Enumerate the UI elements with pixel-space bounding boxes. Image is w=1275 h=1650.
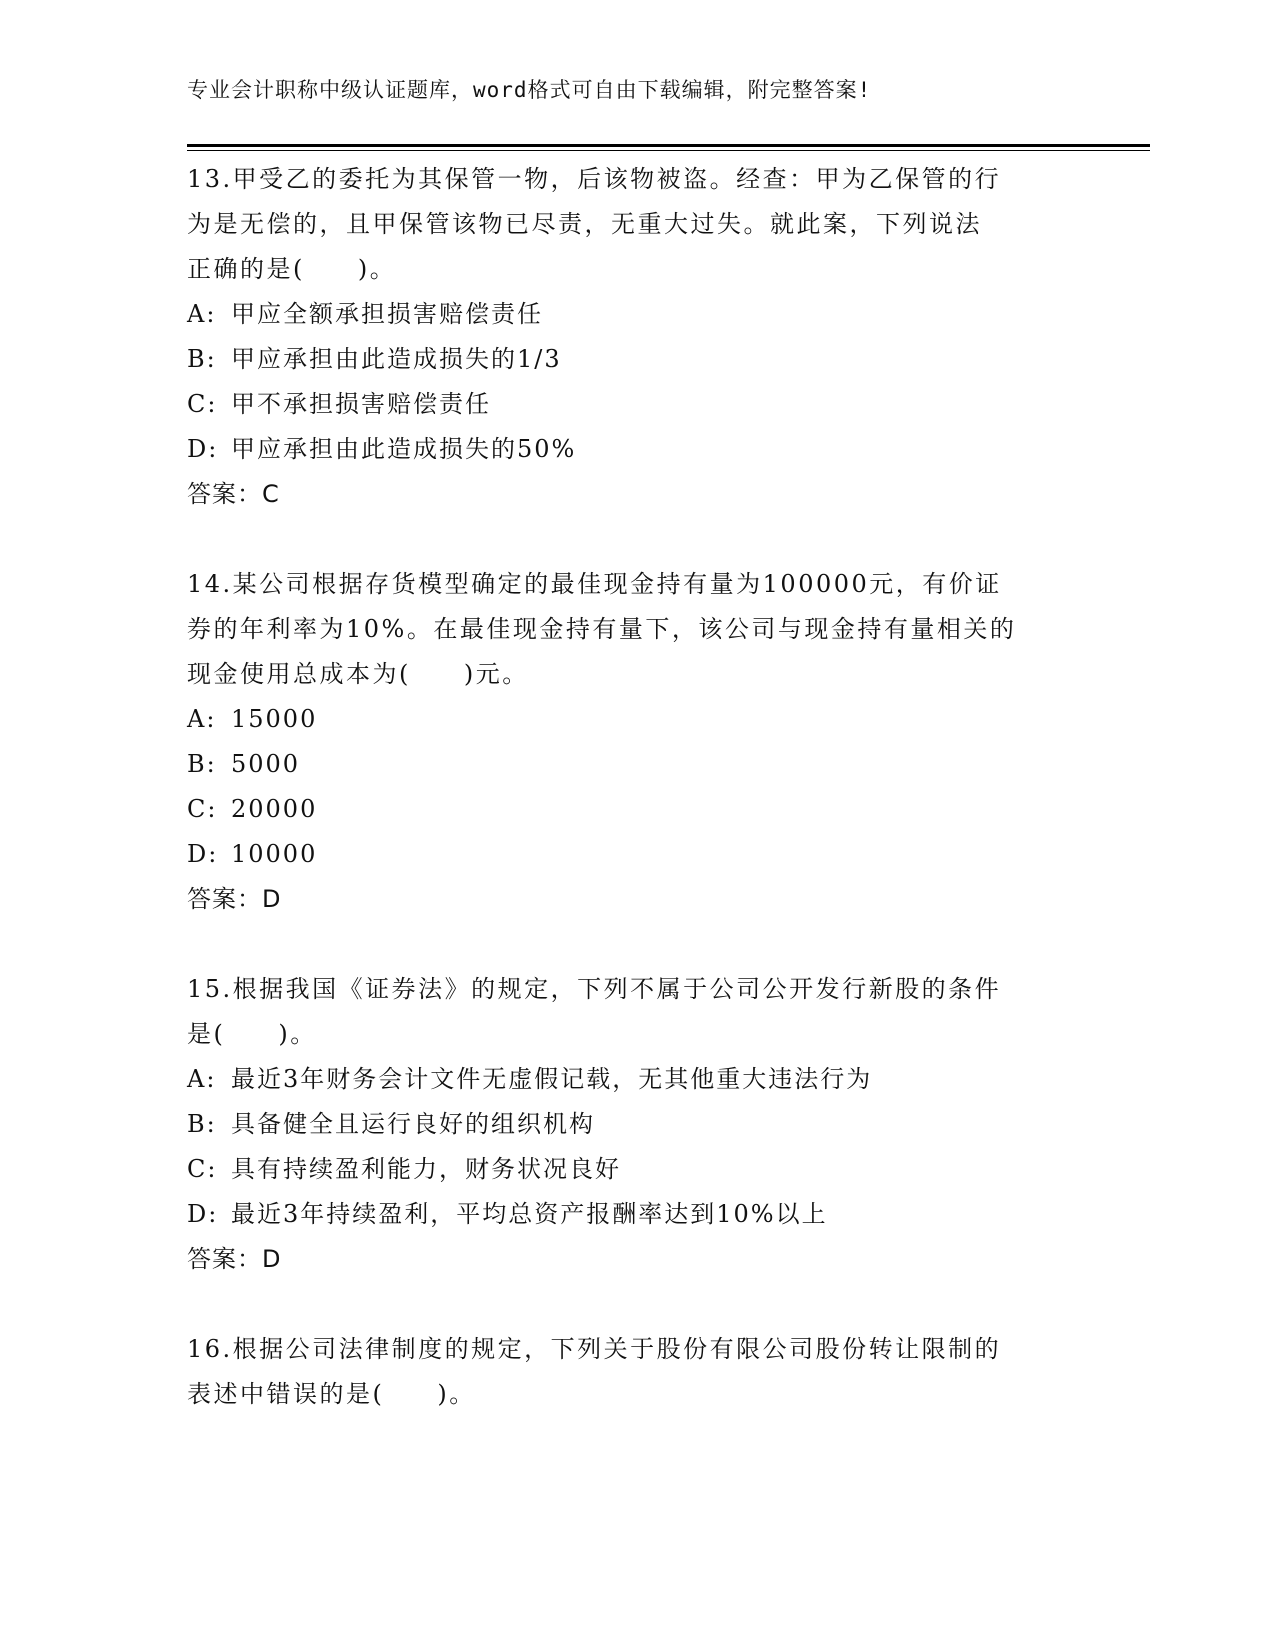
- option-text: 20000: [231, 795, 318, 823]
- option-d: [187, 427, 1087, 472]
- option-letter: A:: [187, 1065, 217, 1093]
- option-d: [187, 832, 1087, 877]
- header-rule-thick: [187, 144, 1150, 147]
- option-letter: C:: [187, 1155, 218, 1183]
- option-letter: D:: [187, 1200, 219, 1228]
- question-stem-line: 是( )。: [187, 1020, 317, 1048]
- option-c: [187, 787, 1087, 832]
- option-letter: C:: [187, 390, 218, 418]
- document-header: 专业会计职称中级认证题库，word格式可自由下载编辑，附完整答案!: [187, 78, 872, 102]
- question-stem-line: 15.根据我国《证券法》的规定，下列不属于公司公开发行新股的条件: [187, 975, 1002, 1003]
- question-stem-line: 正确的是( )。: [187, 255, 397, 283]
- option-letter: B:: [187, 750, 217, 778]
- answer-text: 答案：D: [187, 1245, 282, 1273]
- question-stem-line: 券的年利率为10%。在最佳现金持有量下，该公司与现金持有量相关的: [187, 615, 1017, 643]
- option-letter: C:: [187, 795, 218, 823]
- question-15: [187, 967, 1087, 1282]
- option-text: 最近3年财务会计文件无虚假记载，无其他重大违法行为: [231, 1065, 873, 1093]
- question-spacer: [187, 1282, 1087, 1327]
- option-text: 甲应承担由此造成损失的1/3: [231, 345, 562, 373]
- option-text: 5000: [231, 750, 301, 778]
- option-c: [187, 1147, 1087, 1192]
- option-a: [187, 1057, 1087, 1102]
- option-text: 最近3年持续盈利，平均总资产报酬率达到10%以上: [231, 1200, 828, 1228]
- option-text: 15000: [231, 705, 318, 733]
- option-letter: D:: [187, 435, 219, 463]
- header-rule-thin: [187, 150, 1150, 151]
- option-b: [187, 742, 1087, 787]
- question-stem-line: 表述中错误的是( )。: [187, 1380, 476, 1408]
- question-stem-line: 14.某公司根据存货模型确定的最佳现金持有量为100000元，有价证: [187, 570, 1002, 598]
- option-a: [187, 292, 1087, 337]
- option-b: [187, 337, 1087, 382]
- option-text: 具备健全且运行良好的组织机构: [231, 1110, 595, 1138]
- option-c: [187, 382, 1087, 427]
- question-14: [187, 562, 1087, 922]
- question-spacer: [187, 922, 1087, 967]
- option-text: 甲不承担损害赔偿责任: [231, 390, 491, 418]
- option-d: [187, 1192, 1087, 1237]
- question-spacer: [187, 517, 1087, 562]
- option-text: 甲应承担由此造成损失的50%: [231, 435, 577, 463]
- option-b: [187, 1102, 1087, 1147]
- option-text: 甲应全额承担损害赔偿责任: [231, 300, 543, 328]
- option-letter: B:: [187, 345, 217, 373]
- question-13: [187, 157, 1087, 517]
- question-16: [187, 1327, 1087, 1417]
- question-stem-line: 13.甲受乙的委托为其保管一物，后该物被盗。经查：甲为乙保管的行: [187, 165, 1002, 193]
- answer-text: 答案：C: [187, 480, 280, 508]
- option-text: 10000: [231, 840, 318, 868]
- option-letter: D:: [187, 840, 219, 868]
- option-letter: B:: [187, 1110, 217, 1138]
- option-letter: A:: [187, 300, 217, 328]
- answer-text: 答案：D: [187, 885, 282, 913]
- question-stem-line: 为是无偿的，且甲保管该物已尽责，无重大过失。就此案，下列说法: [187, 210, 982, 238]
- question-stem-line: 16.根据公司法律制度的规定，下列关于股份有限公司股份转让限制的: [187, 1335, 1002, 1363]
- question-stem-line: 现金使用总成本为( )元。: [187, 660, 529, 688]
- question-list: [187, 157, 1087, 1417]
- option-letter: A:: [187, 705, 217, 733]
- option-text: 具有持续盈利能力，财务状况良好: [231, 1155, 621, 1183]
- option-a: [187, 697, 1087, 742]
